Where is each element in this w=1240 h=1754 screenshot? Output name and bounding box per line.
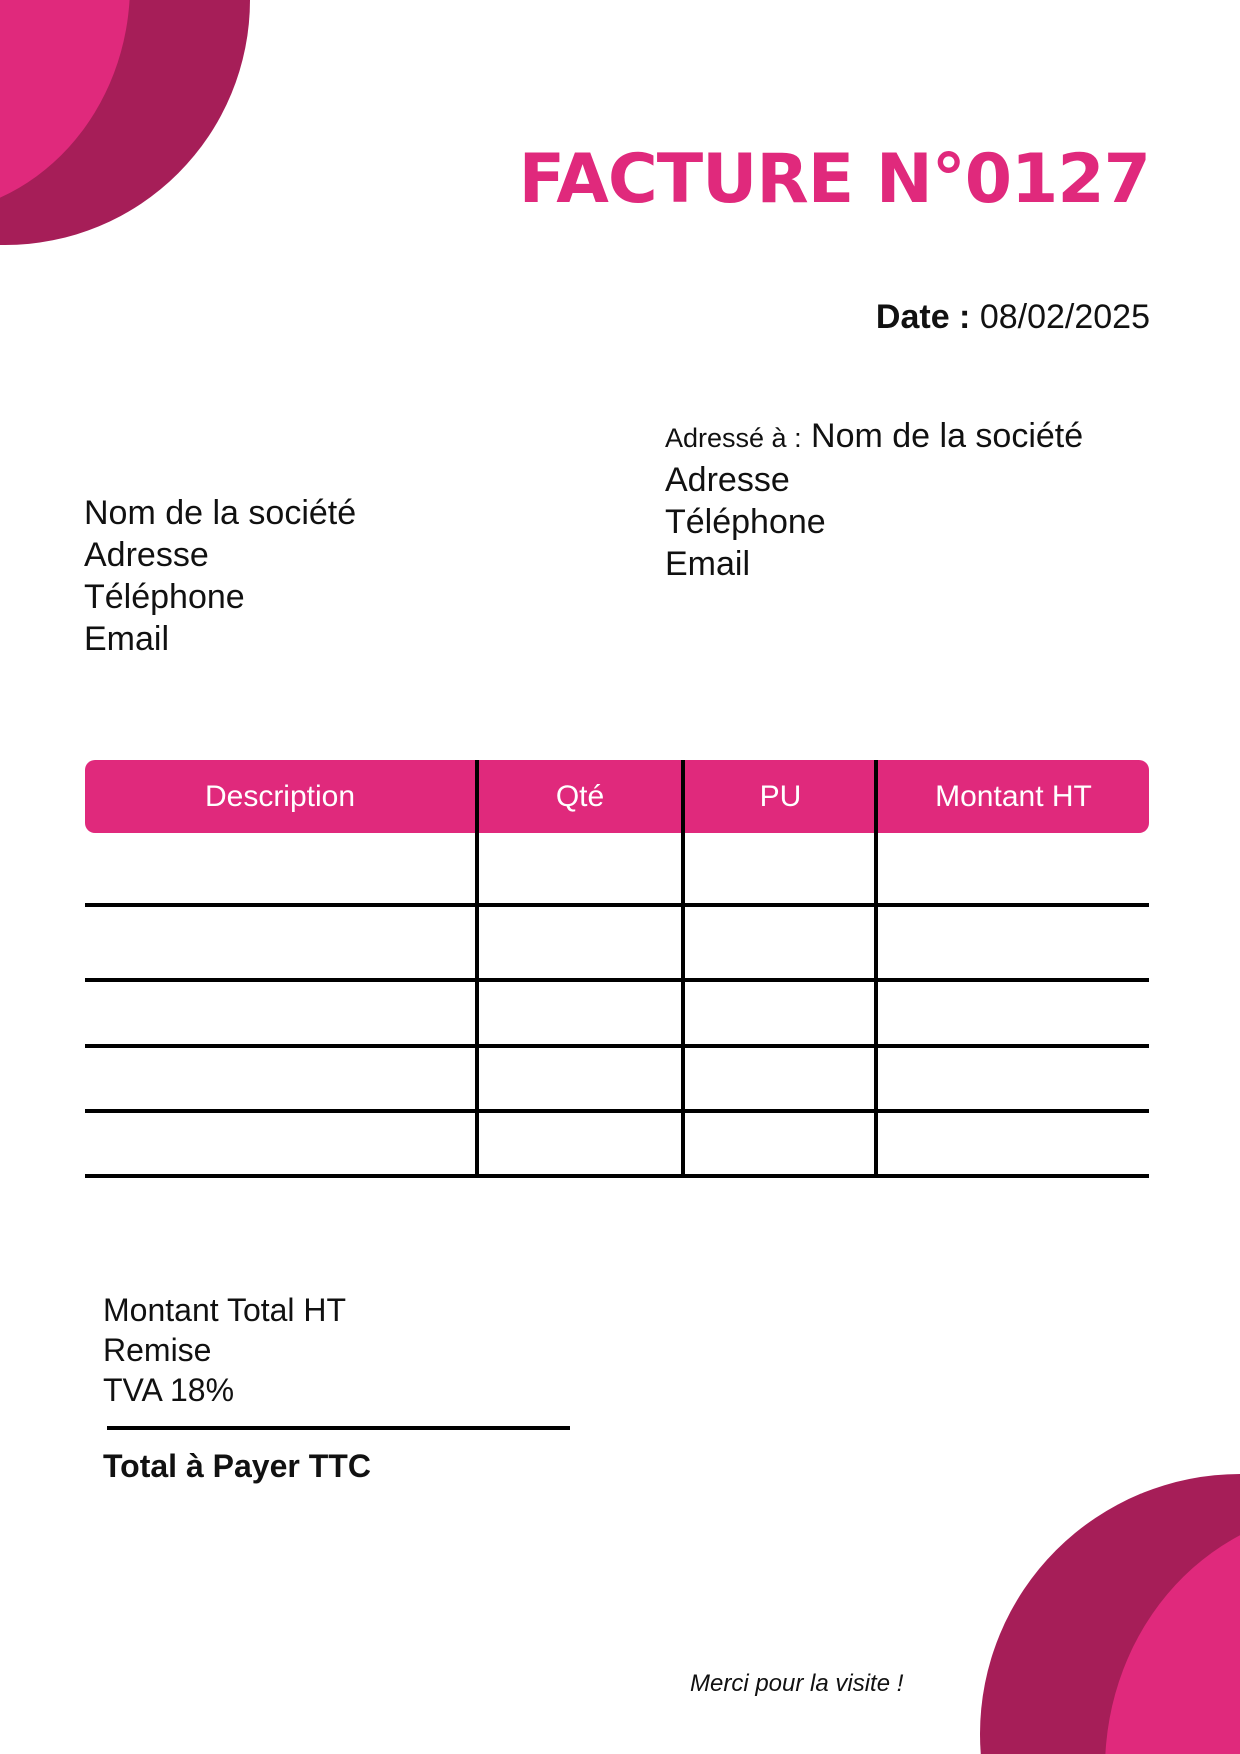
invoice-date <box>876 298 1150 337</box>
discount-label: Remise <box>103 1332 212 1368</box>
corner-decoration-bottom-right <box>980 1474 1240 1754</box>
recipient-block <box>665 415 1083 585</box>
line-items-table <box>85 760 1149 1180</box>
recipient-phone: Téléphone <box>665 503 826 541</box>
table-cell-description <box>85 1047 475 1110</box>
recipient-email: Email <box>665 545 751 583</box>
table-row-divider <box>85 903 1149 907</box>
column-header-description: Description <box>204 780 356 813</box>
column-header-quantity: Qté <box>555 780 605 813</box>
table-row-divider <box>85 1109 1149 1113</box>
recipient-address: Adresse <box>665 461 790 499</box>
vat-label: TVA 18% <box>103 1372 235 1408</box>
sender-block <box>84 492 356 660</box>
table-row <box>85 982 1149 1045</box>
table-column-divider <box>681 760 685 1178</box>
thank-you-note: Merci pour la visite ! <box>690 1670 904 1697</box>
totals-block <box>103 1290 346 1410</box>
invoice-title: FACTURE N°0127 <box>518 140 1150 219</box>
column-header-amount: Montant HT <box>935 780 1092 813</box>
recipient-company: Nom de la société <box>811 417 1084 455</box>
totals-divider <box>107 1426 570 1430</box>
sender-email: Email <box>84 620 170 658</box>
table-row <box>85 1112 1149 1175</box>
table-row-divider <box>85 978 1149 982</box>
date-label: Date : <box>875 298 971 336</box>
subtotal-label: Montant Total HT <box>103 1292 347 1328</box>
recipient-prefix: Adressé à : <box>665 423 802 453</box>
table-cell-description <box>85 1112 475 1175</box>
table-column-divider <box>475 760 479 1178</box>
table-row-divider <box>85 1044 1149 1048</box>
table-cell-description <box>85 908 475 980</box>
column-header-unit-price: PU <box>759 780 802 813</box>
table-row <box>85 1047 1149 1110</box>
table-row-divider <box>85 1174 1149 1178</box>
grand-total-label: Total à Payer TTC <box>103 1448 371 1484</box>
corner-decoration-top-left <box>0 0 260 250</box>
table-header <box>85 760 1149 833</box>
table-column-divider <box>874 760 878 1178</box>
sender-company: Nom de la société <box>84 494 357 532</box>
sender-phone: Téléphone <box>84 578 245 616</box>
date-value: 08/02/2025 <box>979 298 1150 336</box>
table-row <box>85 908 1149 980</box>
table-cell-description <box>85 982 475 1045</box>
sender-address: Adresse <box>84 536 209 574</box>
